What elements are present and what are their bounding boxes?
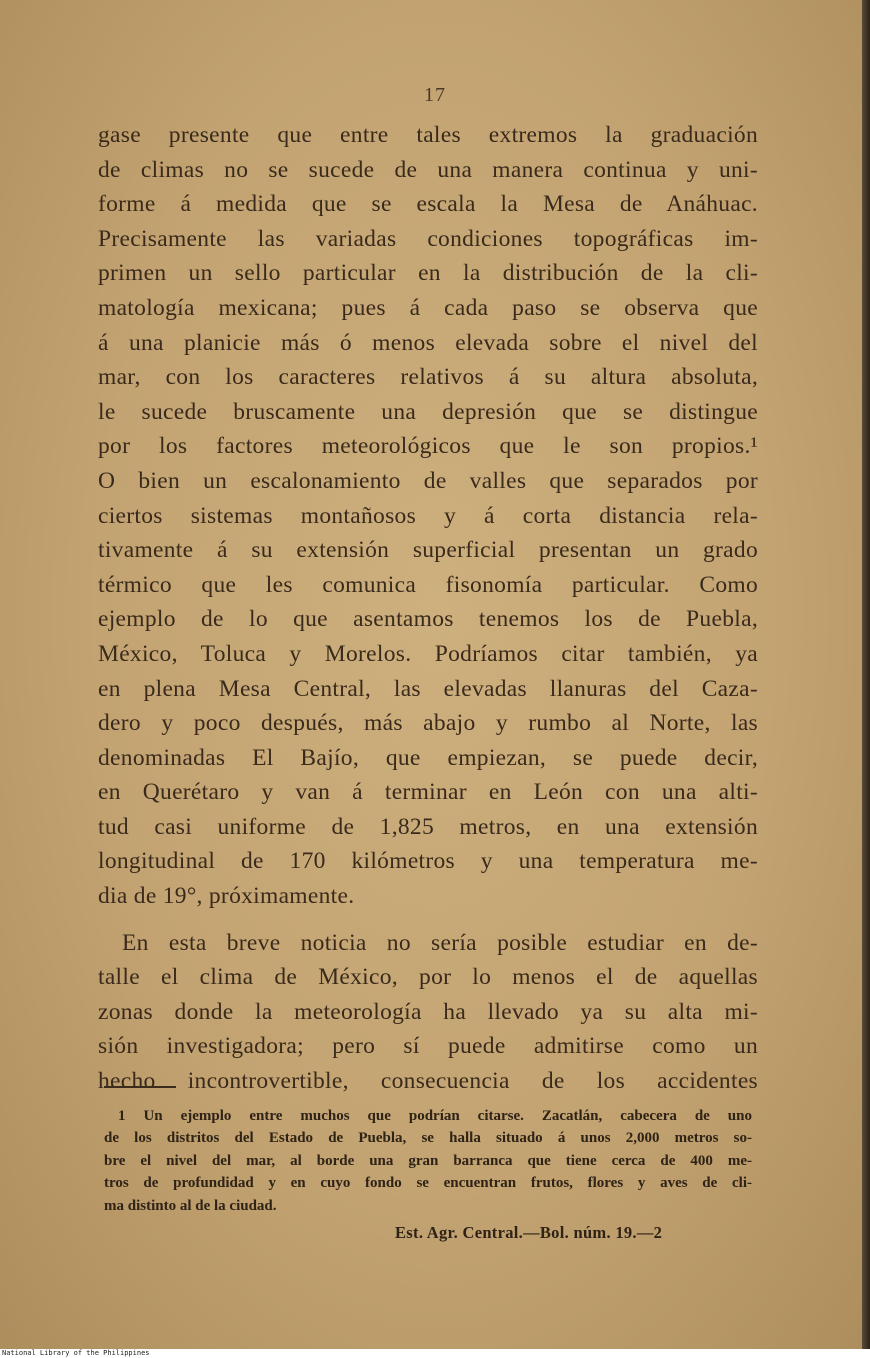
text-line: en plena Mesa Central, las elevadas llanuras del Caza- xyxy=(98,675,758,702)
paragraph-gap xyxy=(98,914,758,926)
footnote-line: de los distritos del Estado de Puebla, se halla situado á unos 2,000 metros so- xyxy=(104,1130,752,1147)
text-line: primen un sello particular en la distribución de la cli- xyxy=(98,260,758,287)
footnote-line: 1 Un ejemplo entre muchos que podrían citarse. Zacatlán, cabecera de uno xyxy=(118,1108,752,1124)
library-credit: National Library of the Philippines xyxy=(2,1349,150,1357)
text-line: por los factores meteorológicos que le son propios.¹ xyxy=(98,433,758,460)
text-line: le sucede bruscamente una depresión que se distingue xyxy=(98,398,758,425)
text-line: longitudinal de 170 kilómetros y una temperatura me- xyxy=(98,848,758,875)
text-line: á una planicie más ó menos elevada sobre el nivel del xyxy=(98,329,758,356)
text-line: Precisamente las variadas condiciones topográficas im- xyxy=(98,225,758,252)
text-line: dero y poco después, más abajo y rumbo al Norte, las xyxy=(98,710,758,737)
page-edge-shadow xyxy=(862,0,870,1358)
library-credit-strip xyxy=(0,1349,870,1358)
body-text xyxy=(98,118,758,1099)
text-line: tud casi uniforme de 1,825 metros, en una extensión xyxy=(98,813,758,840)
footnote-line: bre el nivel del mar, al borde una gran barranca que tiene cerca de 400 me- xyxy=(104,1152,752,1169)
text-line: talle el clima de México, por lo menos el de aquellas xyxy=(98,964,758,991)
text-line: denominadas El Bajío, que empiezan, se puede decir, xyxy=(98,744,758,771)
text-line: térmico que les comunica fisonomía particular. Como xyxy=(98,571,758,598)
text-line: forme á medida que se escala la Mesa de Anáhuac. xyxy=(98,191,758,218)
footnote-line: tros de profundidad y en cuyo fondo se encuentran frutos, flores y aves de cli- xyxy=(104,1175,752,1192)
text-line: tivamente á su extensión superficial presentan un grado xyxy=(98,537,758,564)
text-line: de climas no se sucede de una manera continua y uni- xyxy=(98,156,758,183)
text-line: En esta breve noticia no sería posible estudiar en de- xyxy=(122,929,758,956)
footnote xyxy=(104,1105,752,1217)
text-line: matología mexicana; pues á cada paso se observa que xyxy=(98,294,758,321)
text-line: gase presente que entre tales extremos la graduación xyxy=(98,122,758,148)
text-line: dia de 19°, próximamente. xyxy=(98,883,355,910)
text-line: zonas donde la meteorología ha llevado ya su alta mi- xyxy=(98,998,758,1025)
text-line: en Querétaro y van á terminar en León con una alti- xyxy=(98,779,758,806)
text-line: ejemplo de lo que asentamos tenemos los de Puebla, xyxy=(98,606,758,633)
footnote-rule xyxy=(104,1086,176,1088)
footnote-line: ma distinto al de la ciudad. xyxy=(104,1197,277,1214)
page-number: 17 xyxy=(424,84,446,106)
text-line: mar, con los caracteres relativos á su altura absoluta, xyxy=(98,364,758,391)
text-line: México, Toluca y Morelos. Podríamos citar también, ya xyxy=(98,640,758,667)
text-line: ciertos sistemas montañosos y á corta distancia rela- xyxy=(98,502,758,529)
text-line: sión investigadora; pero sí puede admitirse como un xyxy=(98,1033,758,1060)
bulletin-signature: Est. Agr. Central.—Bol. núm. 19.—2 xyxy=(395,1223,663,1242)
text-line: O bien un escalonamiento de valles que separados por xyxy=(98,467,758,494)
text-line: hecho incontrovertible, consecuencia de los accidentes xyxy=(98,1068,758,1095)
